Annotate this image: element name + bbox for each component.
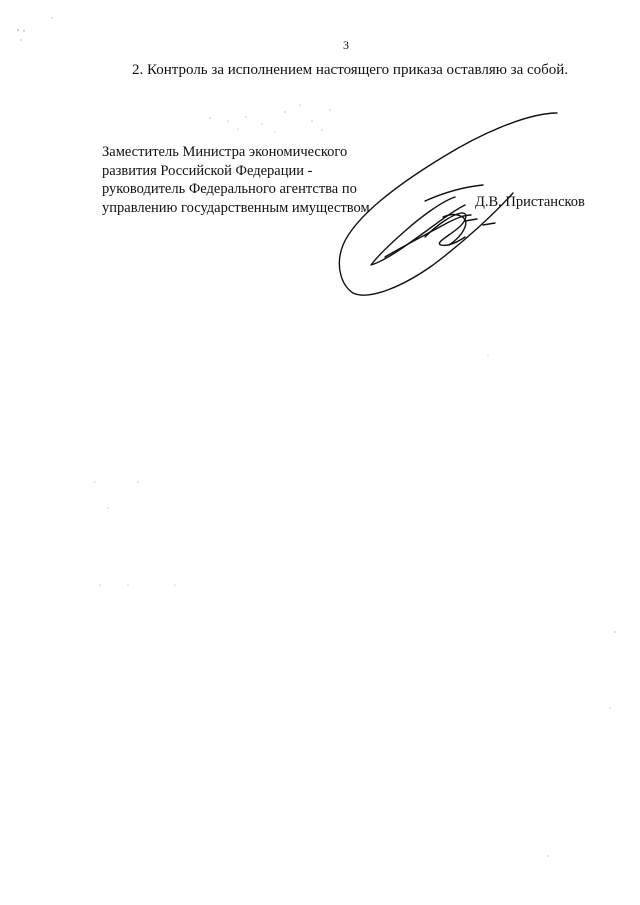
- page-number: 3: [343, 38, 349, 52]
- signatory-title-line: Заместитель Министра экономического: [102, 144, 348, 160]
- signatory-name: Д.В. Пристансков: [475, 194, 585, 210]
- signatory-title-line: руководитель Федерального агентства по: [102, 181, 357, 197]
- signatory-title-line: управлению государственным имуществом: [102, 199, 370, 216]
- signatory-title-line: развития Российской Федерации -: [102, 162, 313, 179]
- body-paragraph: 2. Контроль за исполнением настоящего приказа оставляю за собой.: [132, 62, 569, 78]
- handwritten-signature: [325, 105, 565, 305]
